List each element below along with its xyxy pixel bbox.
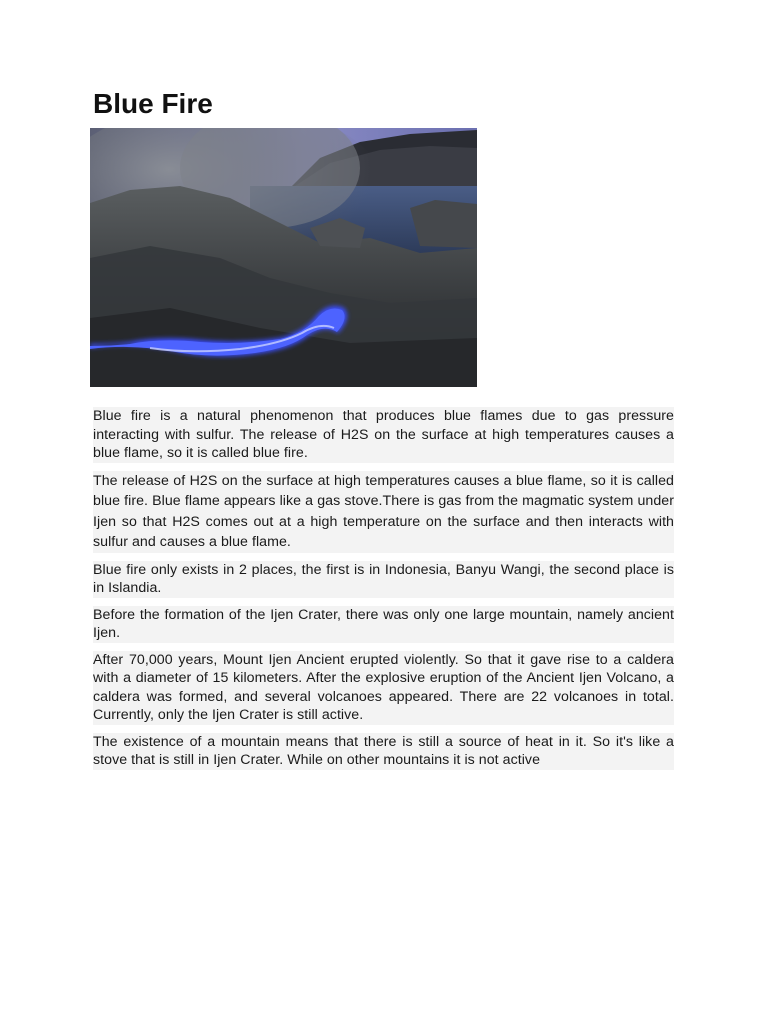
paragraph-1: Blue fire is a natural phenomenon that produces blue flames due to gas pressure interacting with sulfur. The release of H2S on the surface at high temperatures causes a blue flame, so it is called blue fire. bbox=[93, 408, 674, 461]
paragraph-5: After 70,000 years, Mount Ijen Ancient erupted violently. So that it gave rise to a caldera with a diameter of 15 kilometers. After the explosive eruption of the Ancient Ijen Volcano, a caldera was formed, and several volcanoes appeared. There are 22 volcanoes in total. Currently, only the Ijen Crater is still active. bbox=[93, 651, 674, 723]
document-title: Blue Fire bbox=[93, 88, 213, 119]
blue-fire-photo bbox=[90, 128, 477, 387]
document-page bbox=[93, 86, 674, 778]
paragraph-4: Before the formation of the Ijen Crater, there was only one large mountain, namely ancient Ijen. bbox=[93, 606, 674, 641]
paragraph-3: Blue fire only exists in 2 places, the first is in Indonesia, Banyu Wangi, the second place is in Islandia. bbox=[93, 561, 674, 596]
paragraph-2: The release of H2S on the surface at high temperatures causes a blue flame, so it is called blue fire. Blue flame appears like a gas stove.There is gas from the magmatic system under Ijen so that H2S comes out at a high temperature on the surface and then interacts with sulfur and causes a blue flame. bbox=[93, 471, 674, 553]
paragraph-6: The existence of a mountain means that there is still a source of heat in it. So it's like a stove that is still in Ijen Crater. While on other mountains it is not active bbox=[93, 733, 674, 768]
blue-fire-photo-illustration bbox=[90, 128, 477, 387]
